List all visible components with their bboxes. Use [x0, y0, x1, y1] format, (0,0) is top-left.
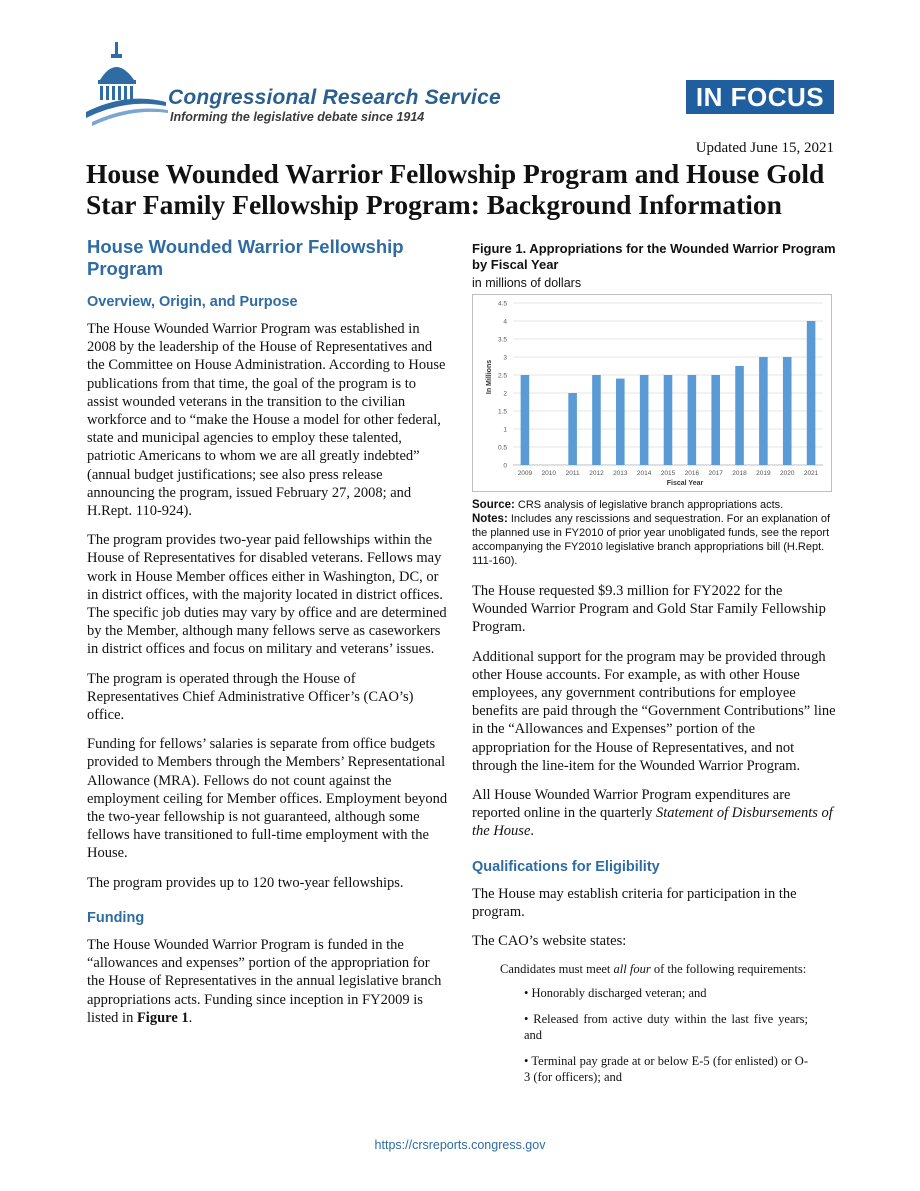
notes-label: Notes:: [472, 513, 508, 525]
bar-2017: [711, 375, 720, 465]
funding-text: The House Wounded Warrior Program is funded in the “allowances and expenses” portion of the appropriation for the House of Representatives in the annual legislative branch appropriations acts. Funding since inception in FY2009 is listed in: [87, 936, 442, 1026]
x-tick-label: 2016: [684, 470, 700, 477]
paragraph-origin: The House Wounded Warrior Program was established in 2008 by the leadership of the House of Representatives and the Committee on House Administration. According to House publications from that time, the goal of the program is to assist wounded veterans in the transition to the civilian workforce and to “make the House a model for other federal, state and municipal agencies to employ these talented, patriotic Americans to whom we are all greatly indebted” (annual budget justifications; see also press release announcing the program, issued February 27, 2008; and H.Rept. 110-924).: [87, 321, 446, 520]
paragraph-request: The House requested $9.3 million for FY2022 for the Wounded Warrior Program and Gold Star Family Fellowship Program.: [472, 583, 826, 636]
y-tick-label: 3.5: [497, 336, 507, 344]
y-tick-label: 4: [503, 318, 507, 326]
disbursements-text-end: .: [530, 823, 535, 840]
eligibility-bullet: • Terminal pay grade at or below E-5 (for enlisted) or O-3 (for officers); and: [524, 1054, 808, 1085]
x-tick-label: 2018: [732, 470, 747, 477]
statement-of-disbursements: Statement of Disbursements of the House: [472, 805, 833, 840]
capitol-dome-icon: [86, 40, 176, 130]
bar-2016: [688, 375, 697, 465]
bar-2018: [735, 366, 744, 465]
section-title: House Wounded Warrior Fellowship Program: [87, 236, 404, 279]
paragraph-additional-support: Additional support for the program may be provided through other House accounts. For example, as with other House employees, any government contributions for employee benefits are paid through the “Government Contributions” line in the “Allowances and Expenses” portion of the appropriation for the House of Representatives, and not through the line-item for the Wounded Warrior Program.: [472, 648, 836, 774]
updated-date: Updated June 15, 2021: [695, 140, 834, 156]
eligibility-quote: [500, 961, 808, 977]
source-label: Source:: [472, 499, 515, 511]
y-tick-label: 2: [503, 390, 507, 398]
bar-2014: [640, 375, 649, 465]
bar-2015: [664, 375, 673, 465]
funding-text-end: .: [188, 1009, 193, 1026]
y-tick-label: 2.5: [497, 372, 507, 380]
x-tick-label: 2011: [565, 470, 580, 477]
eligibility-bullet: • Honorably discharged veteran; and: [524, 986, 707, 1001]
org-name: Congressional Research Service: [168, 86, 501, 109]
notes-text: Includes any rescissions and sequestration. For an explanation of the planned use in FY2010 of prior year unobligated funds, see the report accompanying the FY2010 legislative branch appropriations bill (H.Rept. 111-160).: [472, 513, 831, 567]
right-column: [472, 241, 836, 1095]
x-tick-label: 2010: [541, 470, 557, 477]
y-tick-label: 0: [503, 462, 507, 470]
y-tick-label: 0.5: [497, 444, 507, 452]
bar-2020: [783, 357, 792, 465]
paragraph-criteria: The House may establish criteria for participation in the program.: [472, 885, 797, 920]
figure-units: in millions of dollars: [472, 276, 582, 290]
y-tick-label: 4.5: [497, 300, 507, 308]
y-axis-label: In Millions: [486, 359, 493, 395]
x-tick-label: 2014: [636, 470, 652, 477]
figure-notes: [472, 512, 836, 568]
paragraph-funding: [87, 936, 449, 1027]
funding-heading: Funding: [87, 909, 145, 926]
qualifications-heading: Qualifications for Eligibility: [472, 858, 660, 875]
y-tick-label: 1.5: [497, 408, 507, 416]
x-tick-label: 2019: [756, 470, 771, 477]
page-title: House Wounded Warrior Fellowship Program and House Gold Star Family Fellowship Program: Background Information: [86, 158, 825, 220]
paragraph-capacity: The program provides up to 120 two-year fellowships.: [87, 874, 404, 891]
footer-url[interactable]: https://crsreports.congress.gov: [374, 1138, 546, 1152]
x-axis-label: Fiscal Year: [666, 480, 704, 487]
bar-2019: [759, 357, 768, 465]
figure-reference[interactable]: Figure 1: [136, 1009, 189, 1026]
x-tick-label: 2021: [803, 470, 819, 477]
figure-source: [472, 498, 836, 512]
y-tick-label: 1: [503, 426, 507, 434]
quote-text: Candidates must meet: [500, 962, 614, 977]
x-tick-label: 2013: [613, 470, 628, 477]
bar-2009: [521, 375, 530, 465]
x-tick-label: 2015: [660, 470, 676, 477]
paragraph-salaries: Funding for fellows’ salaries is separate from office budgets provided to Members through the Members’ Representational Allowance (MRA). Fellows do not count against the employment ceiling for Member offices. Employment beyond the two-year fellowship is not guaranteed, although some fellows have transitioned to full-time employment with the House.: [87, 736, 448, 862]
x-tick-label: 2017: [708, 470, 723, 477]
y-tick-label: 3: [503, 354, 507, 362]
paragraph-disbursements: [472, 786, 836, 841]
paragraph-cao-website: The CAO’s website states:: [472, 933, 627, 950]
bar-2011: [568, 393, 577, 465]
left-column: [87, 236, 449, 1038]
paragraph-fellowships: The program provides two-year paid fellowships within the House of Representatives for disabled veterans. Fellows may work in House Member offices either in Washington, DC, or in district offices, with the majority located in district offices. The specific job duties may vary by office and are determined by the Member, although many fellows serve as caseworkers in district offices and focus on military and veterans’ issues.: [87, 532, 447, 658]
bar-2021: [807, 321, 816, 465]
paragraph-operation: The program is operated through the House of Representatives Chief Administrative Officer’s (CAO’s) office.: [87, 670, 414, 724]
chart-svg: [473, 295, 831, 491]
x-tick-label: 2012: [589, 470, 604, 477]
x-tick-label: 2020: [779, 470, 795, 477]
source-text: CRS analysis of legislative branch appropriations acts.: [514, 499, 784, 511]
org-tagline: Informing the legislative debate since 1914: [170, 110, 425, 124]
bar-2012: [592, 375, 601, 465]
x-tick-label: 2009: [517, 470, 533, 477]
quote-text-end: of the following requirements:: [650, 962, 807, 977]
in-focus-badge: IN FOCUS: [686, 80, 834, 114]
disbursements-text: All House Wounded Warrior Program expenditures are reported online in the quarterly: [472, 787, 791, 822]
quote-emphasis: all four: [613, 962, 651, 977]
figure-title: Figure 1. Appropriations for the Wounded Warrior Program by Fiscal Year: [472, 241, 836, 272]
overview-heading: Overview, Origin, and Purpose: [87, 294, 298, 310]
eligibility-bullet: • Released from active duty within the last five years; and: [524, 1012, 808, 1043]
appropriations-chart: [472, 294, 832, 492]
bar-2013: [616, 379, 625, 465]
